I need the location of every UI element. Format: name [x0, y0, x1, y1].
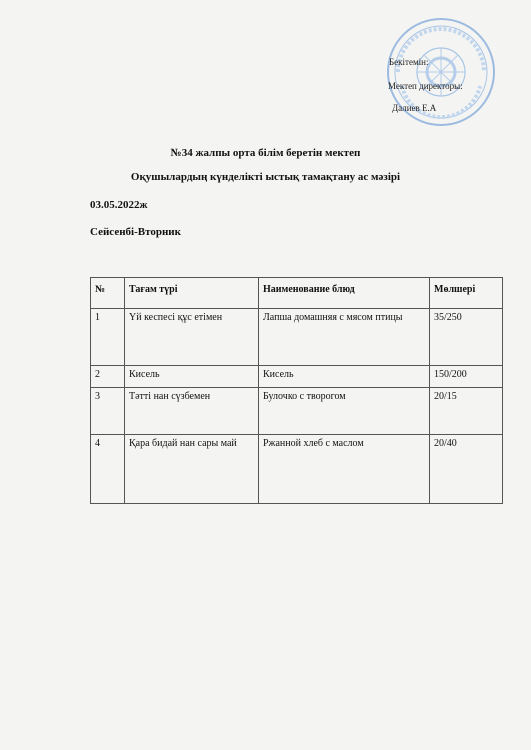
cell-number: 4 — [91, 435, 125, 504]
cell-dish-kk: Үй кеспесі құс етімен — [125, 309, 259, 366]
menu-day: Сейсенбі-Вторник — [90, 226, 181, 238]
cell-portion: 35/250 — [430, 309, 503, 366]
cell-dish-ru: Лапша домашняя с мясом птицы — [259, 309, 430, 366]
table-row — [91, 309, 503, 366]
column-header-portion: Мөлшері — [430, 278, 503, 309]
table-row — [91, 435, 503, 504]
cell-dish-kk: Тәтті нан сүзбемен — [125, 388, 259, 435]
director-label: Мектеп директоры: — [388, 81, 463, 91]
cell-dish-ru: Ржанной хлеб с маслом — [259, 435, 430, 504]
table-row — [91, 366, 503, 388]
menu-date: 03.05.2022ж — [90, 199, 148, 211]
cell-dish-kk: Қара бидай нан сары май — [125, 435, 259, 504]
cell-portion: 20/40 — [430, 435, 503, 504]
cell-number: 3 — [91, 388, 125, 435]
menu-table — [90, 277, 503, 504]
cell-portion: 150/200 — [430, 366, 503, 388]
cell-dish-ru: Кисель — [259, 366, 430, 388]
director-name: Далиев Е.А — [392, 103, 437, 113]
table-header-row — [91, 278, 503, 309]
cell-number: 2 — [91, 366, 125, 388]
cell-number: 1 — [91, 309, 125, 366]
column-header-number: № — [91, 278, 125, 309]
cell-dish-kk: Кисель — [125, 366, 259, 388]
column-header-dish-ru: Наименование блюд — [259, 278, 430, 309]
menu-title: Оқушылардың күнделікті ыстық тамақтану ас мәзірі — [130, 171, 401, 183]
cell-dish-ru: Булочко с творогом — [259, 388, 430, 435]
table-row — [91, 388, 503, 435]
approval-label: Бекітемін: — [389, 57, 429, 67]
column-header-dish-kk: Тағам түрі — [125, 278, 259, 309]
school-name: №34 жалпы орта білім беретін мектеп — [170, 147, 361, 159]
cell-portion: 20/15 — [430, 388, 503, 435]
